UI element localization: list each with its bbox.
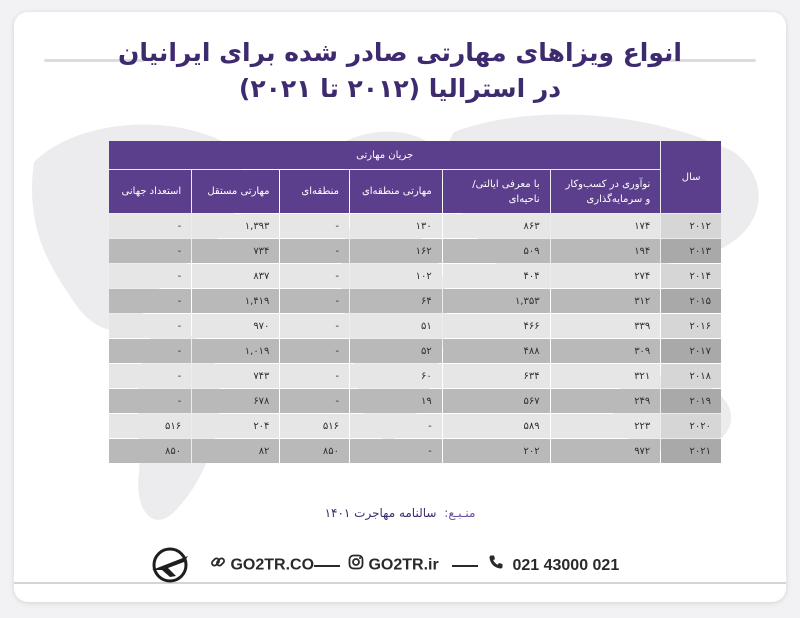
table-cell: ۴۶۶: [443, 314, 550, 338]
table-cell: -: [109, 289, 191, 313]
table-cell: ۶۴: [350, 289, 442, 313]
table-cell: -: [280, 339, 349, 363]
year-cell: ۲۰۱۸: [661, 364, 721, 388]
table-cell: -: [280, 289, 349, 313]
table-cell: -: [280, 264, 349, 288]
table-cell: ۱,۰۱۹: [192, 339, 279, 363]
footer-separator: [452, 565, 478, 567]
table-cell: -: [109, 264, 191, 288]
table-cell: -: [109, 389, 191, 413]
table-cell: ۸۶۳: [443, 214, 550, 238]
table-cell: -: [109, 239, 191, 263]
table-cell: -: [109, 364, 191, 388]
table-cell: ۸۵۰: [280, 439, 349, 463]
table-cell: -: [280, 389, 349, 413]
table-cell: ۱۷۴: [551, 214, 661, 238]
table-cell: ۸۲: [192, 439, 279, 463]
table-cell: ۶۳۴: [443, 364, 550, 388]
table-cell: -: [350, 439, 442, 463]
table-row: [109, 214, 721, 238]
source-label: منـبـع:: [444, 506, 476, 520]
table-cell: ۷۴۳: [192, 364, 279, 388]
phone-icon: [488, 554, 504, 577]
table-cell: ۳۲۱: [551, 364, 661, 388]
table-cell: ۵۱: [350, 314, 442, 338]
table-cell: ۸۵۰: [109, 439, 191, 463]
table-cell: ۲۰۴: [192, 414, 279, 438]
table-cell: -: [280, 364, 349, 388]
footer-separator: [314, 565, 340, 567]
table-cell: -: [350, 414, 442, 438]
table-row: [109, 364, 721, 388]
year-cell: ۲۰۲۱: [661, 439, 721, 463]
year-cell: ۲۰۱۷: [661, 339, 721, 363]
table-cell: -: [280, 314, 349, 338]
source-text: سالنامه مهاجرت ۱۴۰۱: [324, 506, 437, 520]
table-cell: ۱,۳۹۳: [192, 214, 279, 238]
table-cell: -: [109, 214, 191, 238]
visa-table: [108, 140, 722, 464]
table-cell: ۵۶۷: [443, 389, 550, 413]
table-cell: ۲۷۴: [551, 264, 661, 288]
table-row: [109, 439, 721, 463]
phone-text: 021 43000 021: [512, 556, 620, 574]
table-row: [109, 414, 721, 438]
table-cell: ۱,۳۵۳: [443, 289, 550, 313]
instagram-link[interactable]: [348, 554, 439, 576]
year-cell: ۲۰۲۰: [661, 414, 721, 438]
page-subtitle: در استرالیا (۲۰۱۲ تا ۲۰۲۱): [238, 74, 562, 103]
infographic-card: [14, 12, 786, 602]
table-cell: -: [109, 339, 191, 363]
table-cell: ۵۱۶: [109, 414, 191, 438]
instagram-text: GO2TR.ir: [368, 556, 439, 574]
website-link[interactable]: [210, 554, 314, 576]
instagram-icon: [348, 554, 364, 577]
table-cell: ۱۹: [350, 389, 442, 413]
column-header-regional: منطقه‌ای: [280, 170, 349, 213]
table-cell: ۴۸۸: [443, 339, 550, 363]
table-row: [109, 289, 721, 313]
table-cell: ۵۸۹: [443, 414, 550, 438]
year-cell: ۲۰۱۹: [661, 389, 721, 413]
page-title: انواع ویزاهای مهارتی صادر شده برای ایرانیان: [118, 38, 682, 67]
table-cell: ۲۰۲: [443, 439, 550, 463]
table-cell: ۷۳۴: [192, 239, 279, 263]
link-icon: [210, 554, 226, 577]
year-cell: ۲۰۱۲: [661, 214, 721, 238]
table-cell: ۲۴۹: [551, 389, 661, 413]
table-cell: ۴۰۴: [443, 264, 550, 288]
table-cell: ۱,۴۱۹: [192, 289, 279, 313]
table-cell: ۹۷۲: [551, 439, 661, 463]
table-cell: ۵۰۹: [443, 239, 550, 263]
skill-stream-group-header: جریان مهارتی: [109, 141, 660, 169]
table-cell: ۱۳۰: [350, 214, 442, 238]
table-cell: ۱۶۲: [350, 239, 442, 263]
table-cell: ۱۰۲: [350, 264, 442, 288]
column-header-state-nominated: با معرفی ایالتی/ ناحیه‌ای: [443, 170, 550, 213]
table-cell: ۹۷۰: [192, 314, 279, 338]
table-row: [109, 389, 721, 413]
phone-link[interactable]: [488, 554, 619, 576]
year-cell: ۲۰۱۳: [661, 239, 721, 263]
year-cell: ۲۰۱۵: [661, 289, 721, 313]
column-header-business-innovation: نوآوری در کسب‌وکار و سرمایه‌گذاری: [551, 170, 661, 213]
table-row: [109, 264, 721, 288]
table-cell: ۳۳۹: [551, 314, 661, 338]
table-cell: ۱۹۴: [551, 239, 661, 263]
table-cell: ۶۰: [350, 364, 442, 388]
table-row: [109, 314, 721, 338]
table-cell: ۶۷۸: [192, 389, 279, 413]
table-cell: ۳۱۲: [551, 289, 661, 313]
table-cell: -: [109, 314, 191, 338]
source-note: [274, 506, 526, 520]
column-header-global-talent: استعداد جهانی: [109, 170, 191, 213]
table-cell: ۲۲۳: [551, 414, 661, 438]
table-cell: -: [280, 239, 349, 263]
table-cell: ۵۲: [350, 339, 442, 363]
table-cell: ۵۱۶: [280, 414, 349, 438]
year-cell: ۲۰۱۶: [661, 314, 721, 338]
table-row: [109, 339, 721, 363]
column-header-skilled-regional: مهارتی منطقه‌ای: [350, 170, 442, 213]
column-header-skilled-independent: مهارتی مستقل: [192, 170, 279, 213]
table-row: [109, 239, 721, 263]
website-text: GO2TR.CO: [230, 556, 315, 574]
table-cell: -: [280, 214, 349, 238]
table-cell: ۸۳۷: [192, 264, 279, 288]
year-column-header: سال: [661, 141, 721, 213]
logo-icon: [148, 546, 192, 584]
year-cell: ۲۰۱۴: [661, 264, 721, 288]
table-cell: ۳۰۹: [551, 339, 661, 363]
footer-divider: [14, 582, 786, 584]
